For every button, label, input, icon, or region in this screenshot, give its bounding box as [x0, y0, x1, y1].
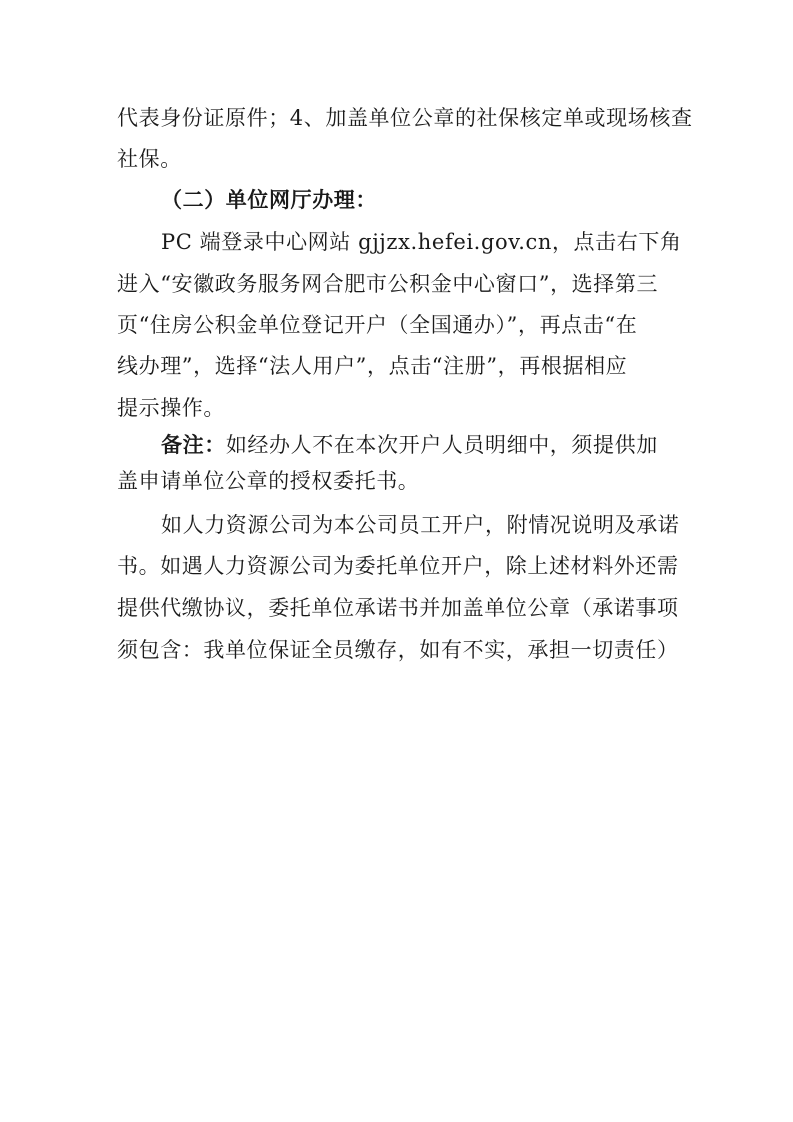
paragraph-line-9: 书。如遇人力资源公司为委托单位开户，除上述材料外还需: [117, 554, 679, 578]
paragraph-line-7: 提示操作。: [117, 396, 225, 420]
note-label: 备注：: [161, 433, 226, 457]
paragraph-line-5: 页“住房公积金单位登记开户（全国通办）”，再点击“在: [117, 313, 638, 337]
note-text: 如经办人不在本次开户人员明细中，须提供加: [225, 433, 658, 457]
paragraph-line-4: 进入“安徽政务服务网合肥市公积金中心窗口”，选择第三: [117, 272, 659, 296]
paragraph-line-3: PC 端登录中心网站 gjjzx.hefei.gov.cn，点击右下角: [161, 230, 682, 254]
note-line-2: 盖申请单位公章的授权委托书。: [117, 469, 420, 493]
paragraph-line-2: 社保。: [117, 147, 182, 171]
note-line-1: [161, 431, 658, 459]
paragraph-line-8: 如人力资源公司为本公司员工开户，附情况说明及承诺: [161, 513, 680, 537]
paragraph-line-1: 代表身份证原件；4、加盖单位公章的社保核定单或现场核查: [117, 106, 693, 130]
section-heading: （二）单位网厅办理：: [161, 188, 377, 212]
paragraph-line-10: 提供代缴协议，委托单位承诺书并加盖单位公章（承诺事项: [117, 596, 679, 620]
paragraph-line-11: 须包含：我单位保证全员缴存，如有不实，承担一切责任）: [117, 638, 679, 662]
paragraph-line-6: 线办理”，选择“法人用户”，点击“注册”，再根据相应: [117, 354, 628, 378]
